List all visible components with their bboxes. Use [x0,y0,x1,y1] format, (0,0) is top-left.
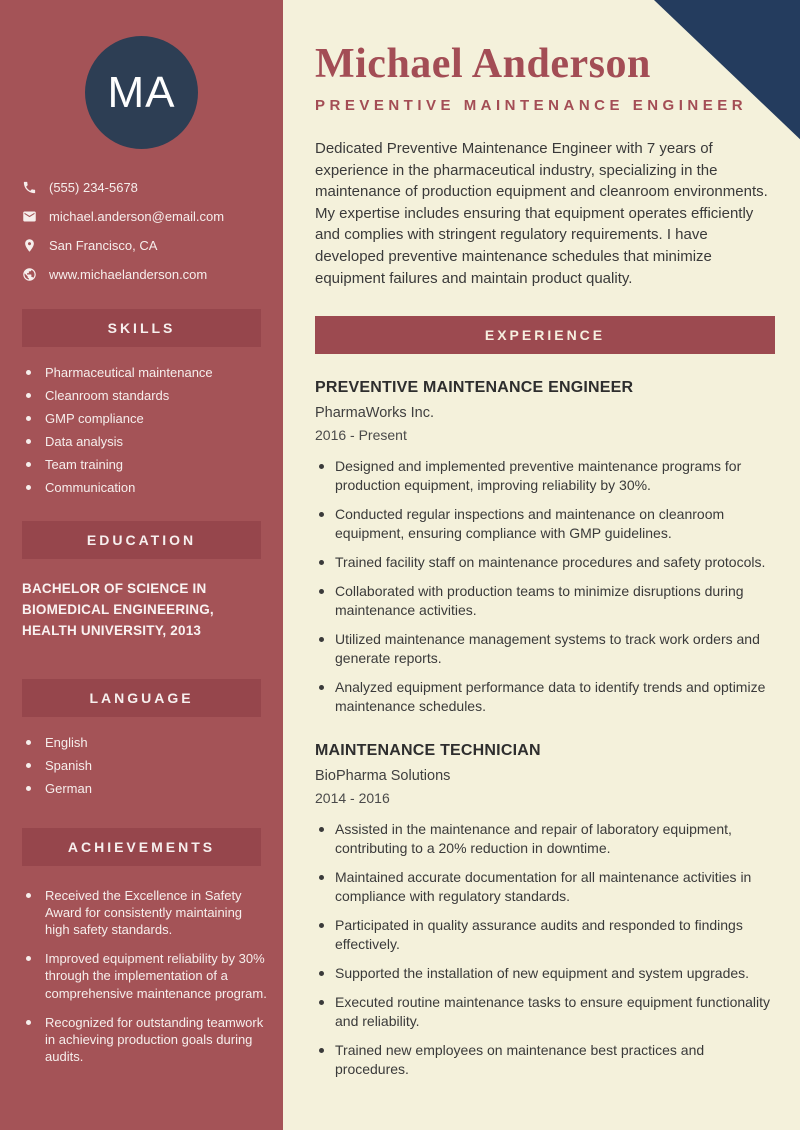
contact-location [22,238,283,253]
email-icon [22,209,37,224]
job-bullet-list [315,457,775,716]
contact-block [22,180,283,282]
achievement-item: Recognized for outstanding teamwork in achieving production goals during audits. [24,1014,269,1065]
job-bullet: Collaborated with production teams to minimize disruptions during maintenance activities. [315,582,775,620]
main-content [283,0,800,1130]
location-icon [22,238,37,253]
phone-text: (555) 234-5678 [49,180,138,195]
job-title: MAINTENANCE TECHNICIAN [315,741,541,759]
skills-list [24,366,283,494]
contact-email [22,209,283,224]
professional-title: PREVENTIVE MAINTENANCE ENGINEER [315,97,748,114]
education-section-header: EDUCATION [22,521,261,559]
job-title: PREVENTIVE MAINTENANCE ENGINEER [315,379,634,397]
job-bullet: Supported the installation of new equipment and system upgrades. [315,964,775,983]
contact-website [22,267,283,282]
job-dates: 2016 - Present [315,427,407,444]
avatar [85,36,198,149]
location-text: San Francisco, CA [49,238,158,253]
achievements-list [24,887,269,1065]
skill-item: Data analysis [24,435,283,448]
job-bullet: Utilized maintenance management systems to track work orders and generate reports. [315,630,775,668]
job-entry [315,742,775,1079]
contact-phone [22,180,283,195]
achievement-item: Improved equipment reliability by 30% through the implementation of a comprehensive maintenance program. [24,950,269,1001]
job-bullet-list [315,820,775,1079]
job-bullet: Trained new employees on maintenance best practices and procedures. [315,1041,775,1079]
page-title: Michael Anderson [315,41,651,87]
email-text: michael.anderson@email.com [49,209,225,224]
phone-icon [22,180,37,195]
sidebar [0,0,283,1130]
skill-item: Communication [24,481,283,494]
achievement-item: Received the Excellence in Safety Award for consistently maintaining high safety standards. [24,887,269,938]
language-item: English [24,736,283,749]
job-bullet: Executed routine maintenance tasks to ensure equipment functionality and reliability. [315,993,775,1031]
job-entry [315,379,775,716]
avatar-initials: MA [107,67,176,117]
language-list [24,736,283,795]
skill-item: Team training [24,458,283,471]
language-section-header: LANGUAGE [22,679,261,717]
job-bullet: Trained facility staff on maintenance procedures and safety protocols. [315,553,775,572]
website-text: www.michaelanderson.com [49,267,208,282]
achievements-section-header: ACHIEVEMENTS [22,828,261,866]
job-company: PharmaWorks Inc. [315,405,434,422]
skill-item: Pharmaceutical maintenance [24,366,283,379]
job-bullet: Analyzed equipment performance data to identify trends and optimize maintenance schedules. [315,678,775,716]
language-item: German [24,782,283,795]
job-bullet: Designed and implemented preventive maintenance programs for production equipment, improving reliability by 30%. [315,457,775,495]
experience-section-header: EXPERIENCE [315,316,775,354]
skill-item: GMP compliance [24,412,283,425]
language-item: Spanish [24,759,283,772]
job-company: BioPharma Solutions [315,767,451,784]
education-degree: BACHELOR OF SCIENCE IN BIOMEDICAL ENGINEERING, HEALTH UNIVERSITY, 2013 [22,581,214,638]
summary-paragraph: Dedicated Preventive Maintenance Engineer with 7 years of experience in the pharmaceutical industry, specializing in the maintenance of production equipment and cleanroom environments. My expertise includes ensuring that equipment operates efficiently and complies with stringent regulatory requirements. I have developed preventive maintenance schedules that minimize equipment failures and maintain product quality. [315,140,768,287]
skill-item: Cleanroom standards [24,389,283,402]
job-bullet: Maintained accurate documentation for all maintenance activities in compliance with regulatory standards. [315,868,775,906]
job-bullet: Assisted in the maintenance and repair of laboratory equipment, contributing to a 20% reduction in downtime. [315,820,775,858]
globe-icon [22,267,37,282]
job-bullet: Participated in quality assurance audits and responded to findings effectively. [315,916,775,954]
skills-section-header: SKILLS [22,309,261,347]
job-dates: 2014 - 2016 [315,789,390,806]
job-bullet: Conducted regular inspections and maintenance on cleanroom equipment, ensuring compliance with GMP guidelines. [315,505,775,543]
